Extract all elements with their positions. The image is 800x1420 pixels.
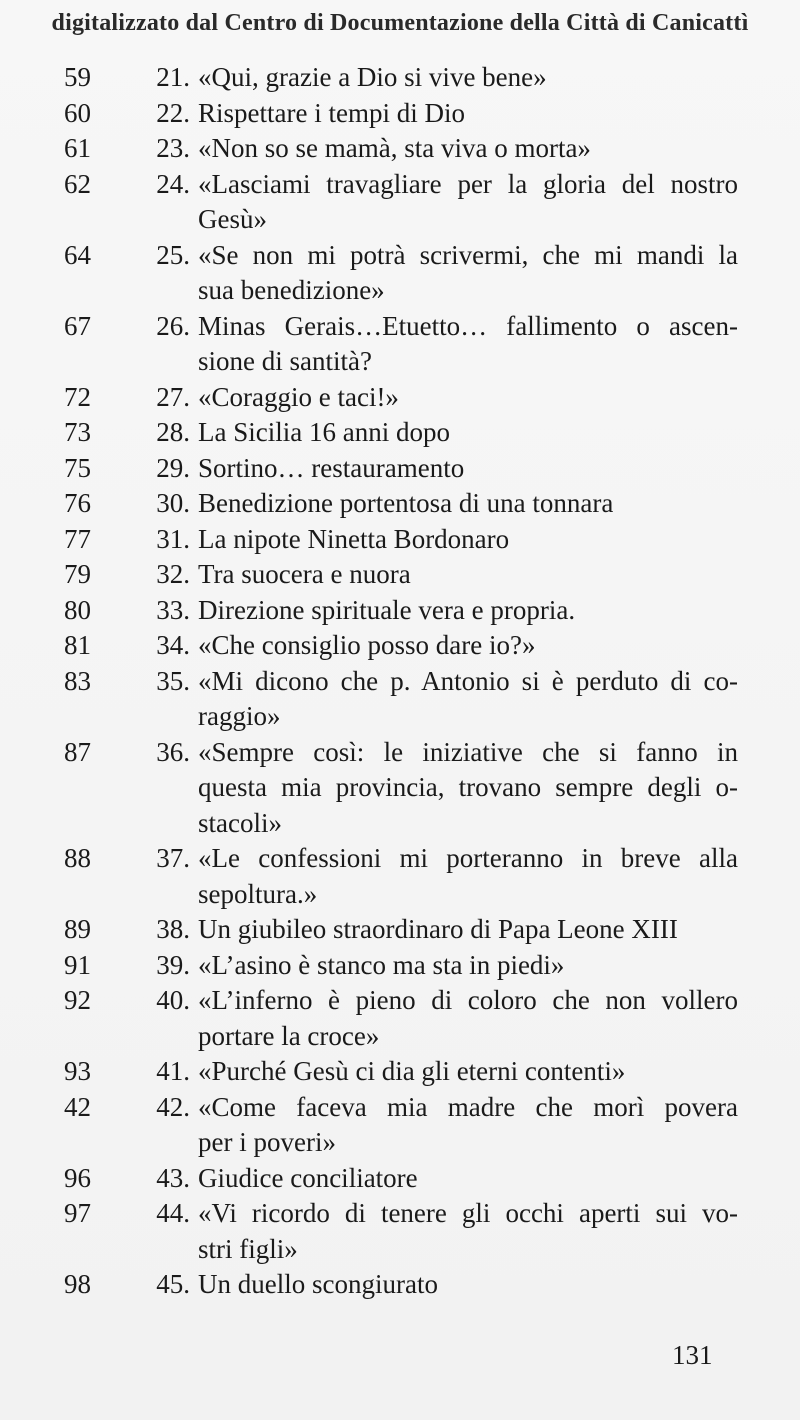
- toc-item-number: 23.: [156, 133, 190, 163]
- toc-page-number: 72: [64, 381, 91, 412]
- toc-title: [198, 593, 738, 629]
- toc-title-line: per i poveri»: [198, 1127, 336, 1157]
- toc-item-number: 45.: [156, 1269, 190, 1299]
- toc-page-number: 96: [64, 1162, 91, 1193]
- toc-entry: [0, 309, 800, 380]
- toc-entry: [0, 415, 800, 451]
- toc-page-number: 80: [64, 594, 91, 625]
- toc-title-line: Rispettare i tempi di Dio: [198, 97, 465, 128]
- toc-entry: [0, 1196, 800, 1267]
- toc-page-number: 42: [64, 1091, 91, 1122]
- toc-title: [198, 415, 738, 451]
- toc-item-number: 28.: [156, 417, 190, 447]
- toc-title: [198, 131, 738, 167]
- toc-title-line: La Sicilia 16 anni dopo: [198, 417, 450, 447]
- toc-item-number: 34.: [156, 630, 190, 660]
- toc-title: [198, 1090, 738, 1161]
- toc-title: [198, 557, 738, 593]
- toc-page-number: 83: [64, 665, 91, 696]
- toc-page-number: 89: [64, 914, 91, 944]
- toc-title-line: «Mi dicono che p. Antonio si è perduto di co-: [198, 665, 738, 696]
- toc-page-number: 87: [64, 736, 91, 767]
- toc-title-line: sua benedizione»: [198, 275, 385, 305]
- toc-title-line: «Non so se mamà, sta viva o morta»: [198, 133, 591, 163]
- toc-title-line: Giudice conciliatore: [198, 1162, 418, 1193]
- toc-page-number: 79: [64, 559, 91, 589]
- toc-item-number: 35.: [156, 665, 190, 696]
- toc-page-number: 92: [64, 985, 91, 1015]
- toc-title-line: questa mia provincia, trovano sempre degli o-: [198, 772, 738, 802]
- toc-title-line: La nipote Ninetta Bordonaro: [198, 523, 510, 554]
- toc-title-line: sione di santità?: [198, 346, 372, 376]
- toc-item-number: 40.: [156, 985, 190, 1015]
- toc-title-line: Sortino… restauramento: [198, 452, 465, 483]
- toc-item-number: 29.: [156, 452, 190, 483]
- toc-entry: [0, 238, 800, 309]
- toc-entry: [0, 948, 800, 984]
- toc-entry: [0, 486, 800, 522]
- toc-title: [198, 1196, 738, 1267]
- toc-item-number: 37.: [156, 843, 190, 873]
- toc-title: [198, 522, 738, 558]
- toc-title-line: «Sempre così: le iniziative che si fanno in: [198, 736, 738, 767]
- toc-item-number: 22.: [156, 97, 190, 128]
- toc-entry: [0, 1267, 800, 1303]
- toc-item-number: 36.: [156, 736, 190, 767]
- toc-title-line: raggio»: [198, 701, 281, 731]
- toc-title: [198, 309, 738, 380]
- toc-title-line: Benedizione portentosa di una tonnara: [198, 488, 614, 518]
- toc-title-line: «Coraggio e taci!»: [198, 381, 399, 412]
- toc-title: [198, 486, 738, 522]
- toc-item-number: 31.: [156, 523, 190, 554]
- toc-item-number: 32.: [156, 559, 190, 589]
- toc-entry: [0, 841, 800, 912]
- toc-page-number: 81: [64, 630, 91, 660]
- toc-item-number: 30.: [156, 488, 190, 518]
- toc-entry: [0, 1161, 800, 1197]
- toc-page-number: 73: [64, 417, 91, 447]
- toc-title: [198, 983, 738, 1054]
- toc-entry: [0, 664, 800, 735]
- page-number: 131: [672, 1340, 713, 1370]
- toc-entry: [0, 1090, 800, 1161]
- toc-page-number: 76: [64, 488, 91, 518]
- toc-page-number: 91: [64, 949, 91, 980]
- toc-page-number: 97: [64, 1198, 91, 1228]
- toc-item-number: 38.: [156, 914, 190, 944]
- toc-title-line: Minas Gerais…Etuetto… fallimento o ascen-: [198, 310, 738, 341]
- toc-title: [198, 841, 738, 912]
- toc-title-line: «L’inferno è pieno di coloro che non vollero: [198, 985, 738, 1015]
- toc-title-line: Direzione spirituale vera e propria.: [198, 594, 576, 625]
- toc-page-number: 67: [64, 310, 91, 341]
- toc-entry: [0, 983, 800, 1054]
- toc-page-number: 61: [64, 133, 91, 163]
- toc-entry: [0, 628, 800, 664]
- toc-title: [198, 735, 738, 842]
- toc-item-number: 33.: [156, 594, 190, 625]
- toc-title: [198, 912, 738, 948]
- toc-title: [198, 238, 738, 309]
- toc-entry: [0, 131, 800, 167]
- toc-title-line: «L’asino è stanco ma sta in piedi»: [198, 949, 565, 980]
- toc-page-number: 75: [64, 452, 91, 483]
- toc-title-line: Tra suocera e nuora: [198, 559, 411, 589]
- toc-title: [198, 1267, 738, 1303]
- toc-title: [198, 380, 738, 416]
- toc-item-number: 24.: [156, 168, 190, 199]
- toc-page-number: 62: [64, 168, 91, 199]
- toc-entry: [0, 96, 800, 132]
- toc-item-number: 43.: [156, 1162, 190, 1193]
- toc-title-line: «Lasciami travagliare per la gloria del nostro: [198, 168, 738, 199]
- toc-title: [198, 628, 738, 664]
- toc-item-number: 44.: [156, 1198, 190, 1228]
- toc-item-number: 41.: [156, 1056, 190, 1086]
- toc-title-line: «Se non mi potrà scrivermi, che mi mandi la: [198, 239, 738, 270]
- toc-title: [198, 60, 738, 96]
- toc-title: [198, 96, 738, 132]
- toc-title: [198, 948, 738, 984]
- toc-item-number: 27.: [156, 381, 190, 412]
- toc-title-line: «Qui, grazie a Dio si vive bene»: [198, 62, 547, 92]
- toc-item-number: 42.: [156, 1091, 190, 1122]
- toc-page-number: 93: [64, 1056, 91, 1086]
- toc-title-line: «Che consiglio posso dare io?»: [198, 630, 536, 660]
- toc-title-line: «Vi ricordo di tenere gli occhi aperti sui vo-: [198, 1198, 738, 1228]
- toc-item-number: 26.: [156, 310, 190, 341]
- toc-entry: [0, 60, 800, 96]
- toc-title-line: Gesù»: [198, 204, 267, 234]
- toc-entry: [0, 380, 800, 416]
- table-of-contents: [0, 60, 800, 1303]
- toc-title-line: «Le confessioni mi porteranno in breve alla: [198, 843, 738, 873]
- toc-page-number: 59: [64, 62, 91, 92]
- toc-entry: [0, 522, 800, 558]
- toc-title-line: sepoltura.»: [198, 878, 318, 909]
- toc-title-line: Un giubileo straordinaro di Papa Leone XIII: [198, 914, 678, 944]
- toc-item-number: 25.: [156, 239, 190, 270]
- toc-title-line: Un duello scongiurato: [198, 1269, 438, 1299]
- toc-entry: [0, 1054, 800, 1090]
- toc-page-number: 77: [64, 523, 91, 554]
- toc-title: [198, 451, 738, 487]
- digitization-header: digitalizzato dal Centro di Documentazione della Città di Canicattì: [51, 10, 749, 36]
- toc-title: [198, 167, 738, 238]
- toc-page-number: 98: [64, 1269, 91, 1299]
- toc-title: [198, 1161, 738, 1197]
- toc-entry: [0, 735, 800, 842]
- toc-item-number: 21.: [156, 62, 190, 92]
- toc-page-number: 60: [64, 97, 91, 128]
- toc-page-number: 88: [64, 843, 91, 873]
- toc-title-line: stri figli»: [198, 1233, 298, 1264]
- toc-entry: [0, 557, 800, 593]
- toc-title: [198, 1054, 738, 1090]
- toc-title-line: portare la croce»: [198, 1020, 380, 1051]
- toc-entry: [0, 167, 800, 238]
- toc-entry: [0, 593, 800, 629]
- toc-item-number: 39.: [156, 949, 190, 980]
- toc-title-line: stacoli»: [198, 807, 282, 838]
- toc-page-number: 64: [64, 239, 91, 270]
- toc-entry: [0, 451, 800, 487]
- toc-entry: [0, 912, 800, 948]
- toc-title-line: «Come faceva mia madre che morì povera: [198, 1091, 738, 1122]
- toc-title-line: «Purché Gesù ci dia gli eterni contenti»: [198, 1056, 626, 1086]
- toc-title: [198, 664, 738, 735]
